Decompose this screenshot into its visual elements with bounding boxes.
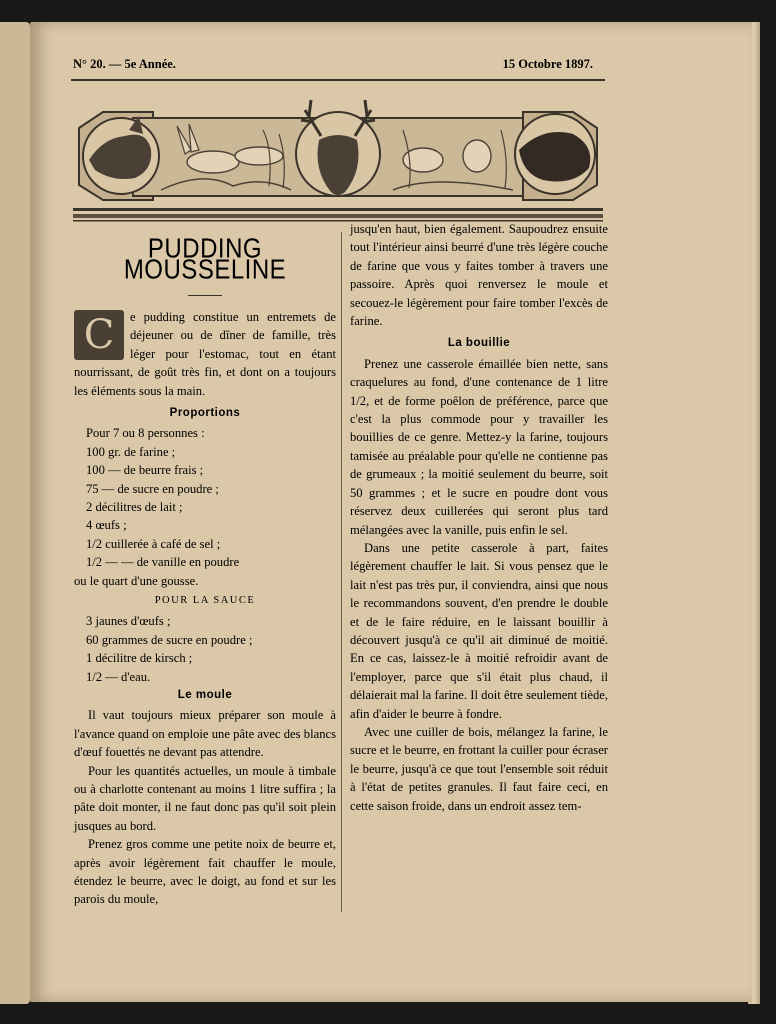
list-item: 1/2 — d'eau. (86, 669, 151, 684)
bouillie-paragraph-1: Prenez une casserole émaillée bien nette, sans craquelures au fond, d'une contenance de 1 litre 1/2, et de forme poêlon de préférence, parce que c'est la plus commode pour y travailler les bouillies de ce genre. Mettez-y la farine, toujours tamisée au préalable pour qu'elle ne contienne pas de grumeaux ; la moitié seulement du beurre, soit 50 grammes ; et le sucre en poudre dont vous réservez deux cuillerées qui seront plus tard mélangées avec la vanille, puis enfin le sel. (350, 356, 608, 537)
bouillie-paragraph-3: Avec une cuiller de bois, mélangez la farine, le sucre et le beurre, en frottant la cuiller pour écraser le beurre, jusqu'à ce que tout l'ensemble soit réduit à l'état de petites granules. Il faut faire ceci, en cette saison froide, dans un endroit assez tem- (350, 724, 608, 813)
list-item: Pour 7 ou 8 personnes : (86, 426, 205, 441)
issue-date: 15 Octobre 1897. (502, 57, 593, 71)
title-rule (188, 295, 222, 296)
list-item: 4 œufs ; (86, 518, 127, 533)
list-item: 100 — de beurre frais ; (86, 463, 204, 478)
list-item: 1 décilitre de kirsch ; (86, 651, 193, 666)
page-header (73, 57, 593, 77)
list-item: 100 gr. de farine ; (86, 444, 176, 459)
moule-heading: Le moule (177, 689, 233, 702)
list-item: ou le quart d'une gousse. (74, 573, 199, 588)
intro-text: e pudding constitue un entremets de déjeuner ou de dîner de famille, très léger pour l'estomac, tout en étant nourrissant, de goût très fin, et dont on a toujours les éléments sous la main. (74, 309, 336, 398)
article-title: PUDDING MOUSSELINE (123, 233, 287, 286)
moule-paragraph-3-continued: jusqu'en haut, bien également. Saupoudrez ensuite tout l'intérieur ainsi beurré d'une très légère couche de farine que vous y faites tomber à travers une passoire. Après quoi renversez le moule et secouez-le légèrement pour faire tomber l'excès de farine. (350, 222, 608, 329)
facing-page-edge (0, 22, 30, 1004)
moule-paragraph-1: Il vaut toujours mieux préparer son moule à l'avance quand on emploie une pâte avec des blancs d'œuf fouettés ne devant pas attendre. (74, 708, 336, 760)
game-animals-engraving-icon (73, 90, 603, 226)
list-item: 75 — de sucre en poudre ; (86, 481, 219, 496)
sauce-list (74, 612, 336, 686)
header-rule (71, 79, 605, 81)
article-column-left (74, 220, 336, 909)
dropcap-initial: C (74, 310, 124, 360)
list-item: 2 décilitres de lait ; (86, 499, 183, 514)
issue-number: N° 20. — 5e Année. (73, 57, 176, 71)
sauce-heading: POUR LA SAUCE (154, 594, 256, 606)
intro-paragraph (74, 308, 336, 400)
article-column-right (350, 220, 608, 815)
column-divider (341, 232, 342, 912)
list-item: 1/2 cuillerée à café de sel ; (86, 536, 221, 551)
list-item: 60 grammes de sucre en poudre ; (86, 632, 253, 647)
bouillie-heading: La bouillie (447, 337, 511, 350)
moule-paragraph-2: Pour les quantités actuelles, un moule à timbale ou à charlotte contenant au moins 1 litre suffira ; la pâte doit monter, il ne faut donc pas qu'il soit plein jusques au bord. (74, 763, 336, 833)
proportions-heading: Proportions (169, 406, 241, 419)
list-item: 1/2 — — de vanille en poudre (86, 555, 240, 570)
decorative-banner (73, 90, 603, 226)
list-item: 3 jaunes d'œufs ; (86, 614, 171, 629)
moule-paragraph-3: Prenez gros comme une petite noix de beurre et, après avoir légèrement fait chauffer le moule, étendez le beurre, avec le doigt, au fond et sur les parois du moule, (74, 837, 336, 907)
proportions-list (74, 424, 336, 590)
bouillie-paragraph-2: Dans une petite casserole à part, faites légèrement chauffer le lait. Si vous pensez que le lait n'est pas très pur, il conviendra, ainsi que nous le recommandons souvent, d'en prendre le double et de le faire réduire, en le laissant bouillir à découvert jusqu'à ce qu'il ait diminué de moitié. En ce cas, laissez-le à moitié refroidir avant de l'employer, parce que s'il était plus chaud, il délaierait mal la farine. Il doit être seulement tiède, afin d'aider le beurre à fondre. (350, 540, 608, 721)
